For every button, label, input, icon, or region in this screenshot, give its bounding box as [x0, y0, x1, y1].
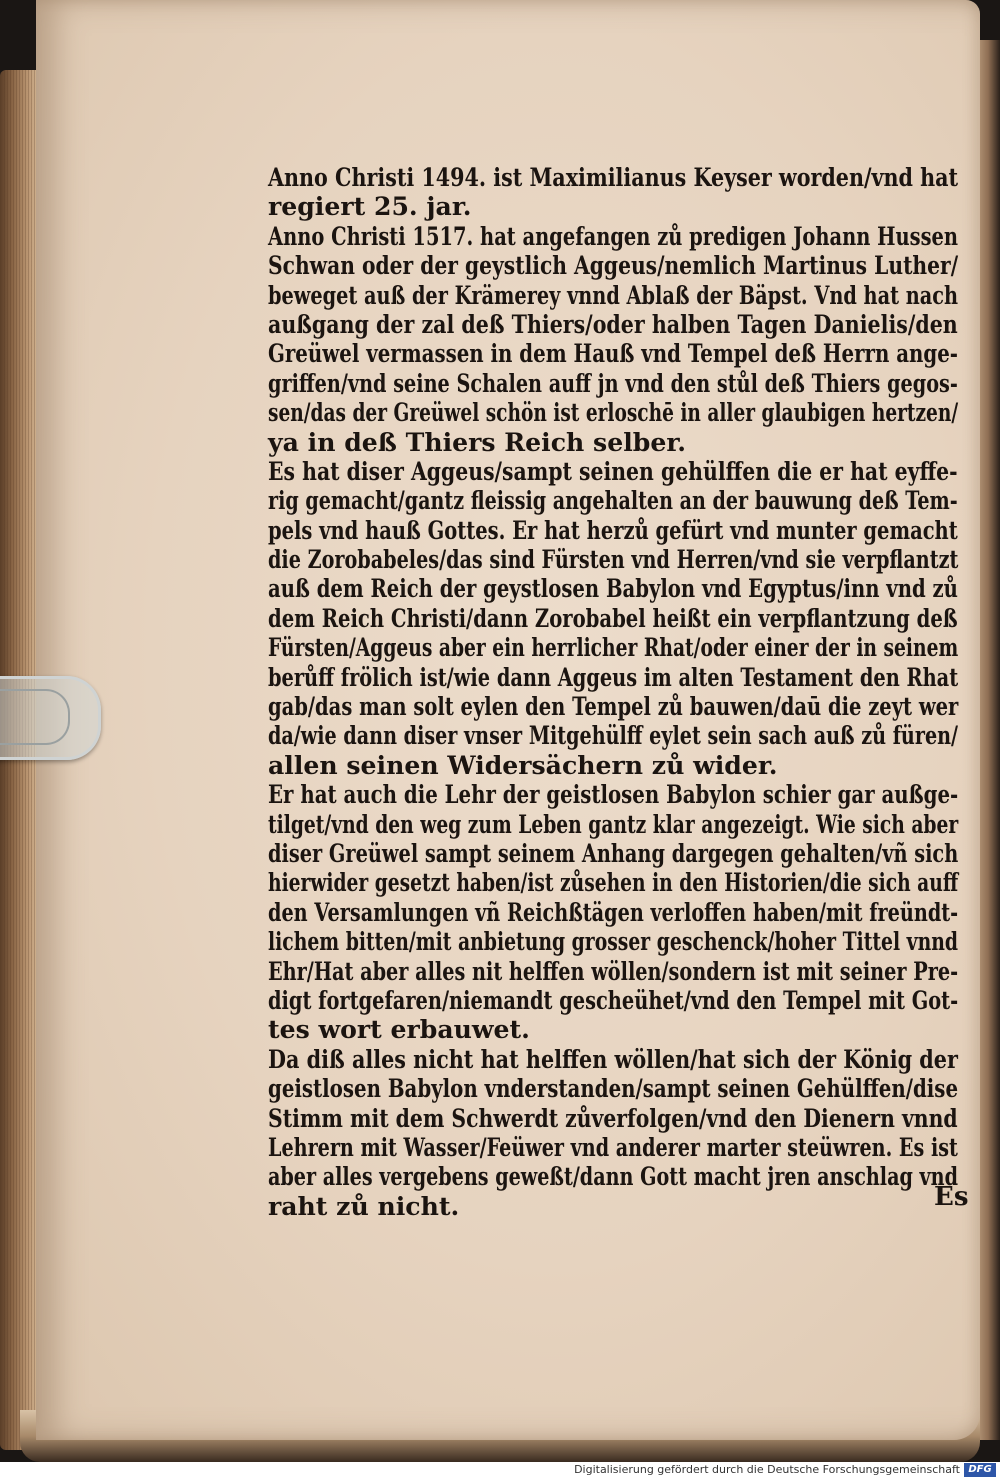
text-line: den Versamlungen vñ Reichßtägen verloffen haben/mit freündt-	[268, 897, 959, 928]
text-line: außgang der zal deß Thiers/oder halben Tagen Danielis/den	[268, 309, 958, 340]
text-line: Stimm mit dem Schwerdt zůverfolgen/vnd den Dienern vnnd	[268, 1103, 958, 1134]
text-line: Fürsten/Aggeus aber ein herrlicher Rhat/oder einer der in seinem	[268, 633, 959, 664]
text-line: pels vnd hauß Gottes. Er hat herzů gefürt vnd munter gemacht	[268, 515, 958, 546]
text-line: Er hat auch die Lehr der geistlosen Babylon schier gar außge-	[268, 780, 959, 811]
text-line: Lehrern mit Wasser/Feüwer vnd anderer marter steüwren. Es ist	[268, 1132, 958, 1163]
page-stack-lines	[4, 70, 38, 1450]
catchword: Es	[934, 1182, 969, 1212]
text-line: lichem bitten/mit anbietung grosser geschenck/hoher Tittel vnnd	[268, 927, 959, 958]
footer-bar	[0, 1462, 1000, 1479]
text-line: dem Reich Christi/dann Zorobabel heißt ein verpflantzung deß	[268, 603, 958, 634]
text-line: Da diß alles nicht hat helffen wöllen/hat sich der König der	[268, 1044, 958, 1075]
page-clip	[0, 676, 101, 760]
text-line: tes wort erbauwet.	[268, 1015, 530, 1046]
text-line: allen seinen Widersächern zů wider.	[268, 750, 778, 781]
text-line: Schwan oder der geystlich Aggeus/nemlich Martinus Luther/	[268, 251, 959, 282]
dfg-logo-icon: DFG	[964, 1463, 996, 1477]
page-clip-inner	[0, 689, 70, 745]
text-line: gab/das man solt eylen den Tempel zů bauwen/daū die zeyt wer	[268, 692, 959, 723]
footer-credit: Digitalisierung gefördert durch die Deutsche Forschungsgemeinschaft	[574, 1463, 960, 1476]
text-line: rig gemacht/gantz fleissig angehalten an der bauwung deß Tem-	[268, 486, 958, 517]
text-line: tilget/vnd den weg zum Leben gantz klar angezeigt. Wie sich aber	[268, 809, 959, 840]
text-line: beweget auß der Krämerey vnnd Ablaß der Bäpst. Vnd hat nach	[268, 280, 959, 311]
text-line: Anno Christi 1494. ist Maximilianus Keyser worden/vnd hat	[268, 163, 959, 193]
text-line: aber alles vergebens geweßt/dann Gott macht jren anschlag vnd	[268, 1162, 958, 1193]
page-text	[268, 164, 968, 1222]
text-line: da/wie dann diser vnser Mitgehülff eylet sein sach auß zů füren/	[268, 721, 959, 752]
text-line: geistlosen Babylon vnderstanden/sampt seinen Gehülffen/dise	[268, 1074, 959, 1105]
text-line: ya in deß Thiers Reich selber.	[268, 427, 687, 458]
text-line: Anno Christi 1517. hat angefangen zů predigen Johann Hussen	[268, 221, 959, 252]
text-line: raht zů nicht.	[268, 1191, 460, 1222]
text-line: diser Greüwel sampt seinem Anhang dargegen gehalten/vñ sich	[268, 838, 959, 869]
text-line: hierwider gesetzt haben/ist zůsehen in den Historien/die sich auff	[268, 868, 959, 899]
text-line: berůff frölich ist/wie dann Aggeus im alten Testament den Rhat	[268, 662, 959, 693]
text-line: Greüwel vermassen in dem Hauß vnd Tempel deß Herrn ange-	[268, 339, 959, 370]
text-line: digt fortgefaren/niemandt gescheühet/vnd den Tempel mit Got-	[268, 985, 959, 1016]
text-line: griffen/vnd seine Schalen auff jn vnd den stůl deß Thiers gegos-	[268, 368, 958, 399]
text-line: sen/das der Greüwel schön ist erloschē in aller glaubigen hertzen/	[268, 398, 959, 429]
text-line: Ehr/Hat aber alles nit helffen wöllen/sondern ist mit seiner Pre-	[268, 956, 959, 987]
text-line: die Zorobabeles/das sind Fürsten vnd Herren/vnd sie verpflantzt	[268, 545, 959, 576]
text-line: Es hat diser Aggeus/sampt seinen gehülffen die er hat eyffe-	[268, 456, 958, 487]
text-line: regiert 25. jar.	[268, 192, 472, 223]
text-line: auß dem Reich der geystlosen Babylon vnd Egyptus/inn vnd zů	[268, 574, 958, 605]
